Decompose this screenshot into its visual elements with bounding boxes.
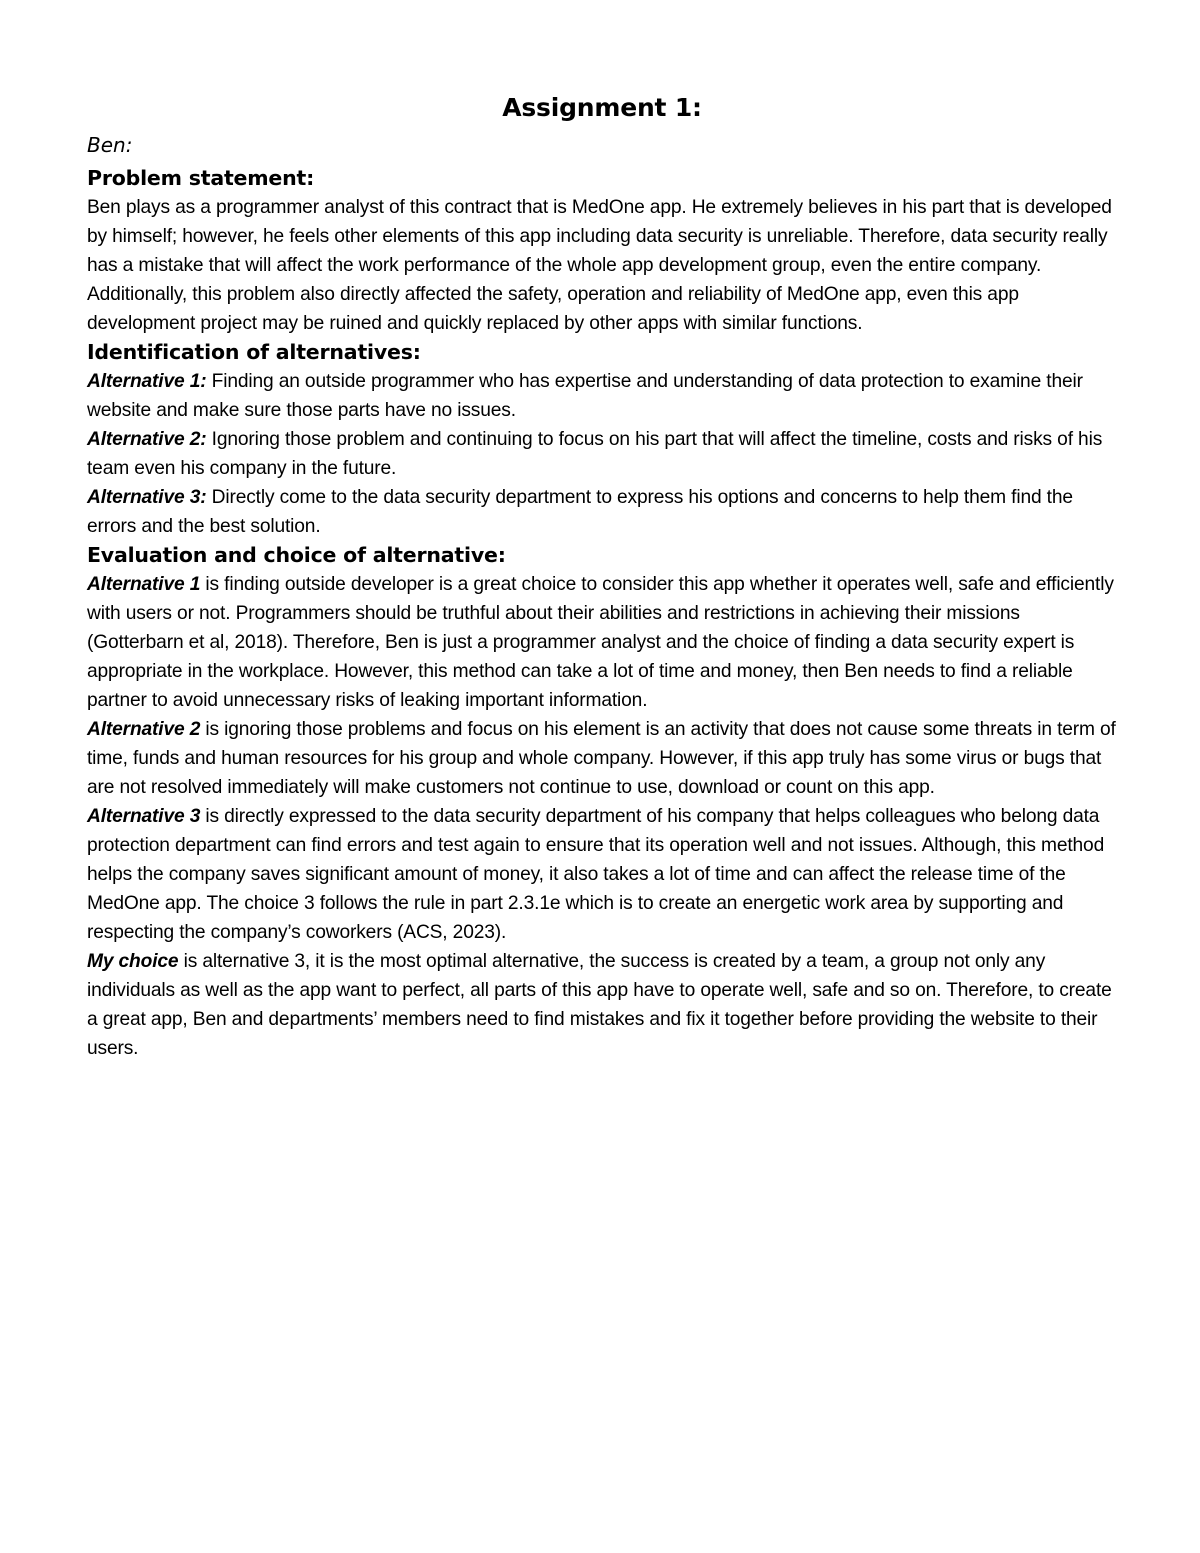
evaluation-alternative-2-paragraph xyxy=(87,715,1117,802)
evaluation-alternative-1-text: is finding outside developer is a great choice to consider this app whether it operates well, safe and efficiently with users or not. Programmers should be truthful about their abilities and restrictions in achieving their missions (Gotterbarn et al, 2018). Therefore, Ben is just a programmer analyst and the choice of finding a data security expert is appropriate in the workplace. However, this method can take a lot of time and money, then Ben needs to find a reliable partner to avoid unnecessary risks of leaking important information. xyxy=(87,574,1114,711)
alternative-3-paragraph xyxy=(87,483,1117,541)
problem-statement-text: Ben plays as a programmer analyst of this contract that is MedOne app. He extremely believes in his part that is developed by himself; however, he feels other elements of this app including data security is unreliable. Therefore, data security really has a mistake that will affect the work performance of the whole app development group, even the entire company. Additionally, this problem also directly affected the safety, operation and reliability of MedOne app, even this app development project may be ruined and quickly replaced by other apps with similar functions. xyxy=(87,197,1112,334)
author-name: Ben: xyxy=(87,133,133,157)
alternative-3-label: Alternative 3: xyxy=(87,487,207,508)
alternative-2-label: Alternative 2: xyxy=(87,429,207,450)
evaluation-alternative-3-label: Alternative 3 xyxy=(87,806,201,827)
alternative-2-text: Ignoring those problem and continuing to focus on his part that will affect the timeline, costs and risks of his team even his company in the future. xyxy=(87,429,1103,479)
my-choice-label: My choice xyxy=(87,951,179,972)
alternative-1-paragraph xyxy=(87,367,1117,425)
alternative-1-label: Alternative 1: xyxy=(87,371,207,392)
document-page xyxy=(87,90,1117,1063)
alternative-2-paragraph xyxy=(87,425,1117,483)
evaluation-alternative-1-label: Alternative 1 xyxy=(87,574,201,595)
evaluation-alternative-2-text: is ignoring those problems and focus on his element is an activity that does not cause some threats in term of time, funds and human resources for his group and whole company. However, if this app truly has some virus or bugs that are not resolved immediately will make customers not continue to use, download or count on this app. xyxy=(87,719,1116,798)
identification-section xyxy=(87,338,1117,541)
evaluation-heading: Evaluation and choice of alternative: xyxy=(87,543,506,567)
document-title: Assignment 1: xyxy=(502,93,702,122)
problem-statement-section xyxy=(87,164,1117,338)
alternative-3-text: Directly come to the data security department to express his options and concerns to help them find the errors and the best solution. xyxy=(87,487,1073,537)
identification-heading: Identification of alternatives: xyxy=(87,340,421,364)
evaluation-alternative-2-label: Alternative 2 xyxy=(87,719,201,740)
evaluation-alternative-1-paragraph xyxy=(87,570,1117,715)
alternative-1-text: Finding an outside programmer who has expertise and understanding of data protection to examine their website and make sure those parts have no issues. xyxy=(87,371,1083,421)
evaluation-section xyxy=(87,541,1117,1063)
my-choice-paragraph xyxy=(87,947,1117,1063)
evaluation-alternative-3-text: is directly expressed to the data security department of his company that helps colleagues who belong data protection department can find errors and test again to ensure that its operation well and not issues. Although, this method helps the company saves significant amount of money, it also takes a lot of time and can affect the release time of the MedOne app. The choice 3 follows the rule in part 2.3.1e which is to create an energetic work area by supporting and respecting the company’s coworkers (ACS, 2023). xyxy=(87,806,1105,943)
my-choice-text: is alternative 3, it is the most optimal alternative, the success is created by a team, a group not only any individuals as well as the app want to perfect, all parts of this app have to operate well, safe and so on. Therefore, to create a great app, Ben and departments’ members need to find mistakes and fix it together before providing the website to their users. xyxy=(87,951,1112,1059)
problem-statement-heading: Problem statement: xyxy=(87,166,315,190)
evaluation-alternative-3-paragraph xyxy=(87,802,1117,947)
